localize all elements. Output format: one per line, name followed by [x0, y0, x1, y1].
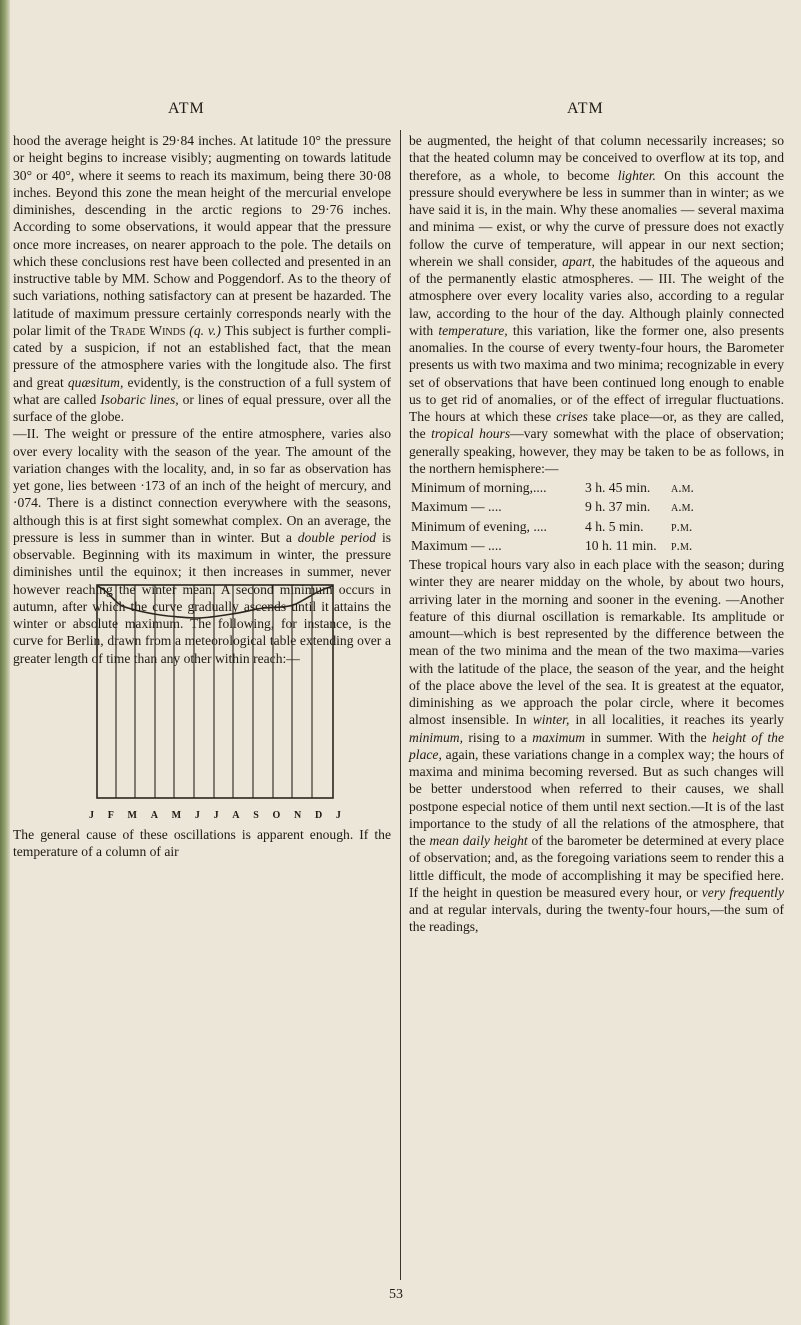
pressure-curve-line	[97, 586, 333, 618]
table-row	[411, 537, 694, 554]
month-label: J	[194, 810, 200, 821]
table-cell: a.m.	[671, 480, 694, 495]
minimum-term: minimum,	[409, 729, 463, 745]
text-run: is observable. Beginning with its maximum in winter, the pressure diminishes until the equinox; it then increases in summer, never however reaching the winter mean. A second minimum occurs in autumn, after which the curve gradually ascends until it attains the winter or absolute maximum. The following, for instance, is the curve for Berlin, drawn from a meteorological table extending over a greater length of time than any other within reach:—	[13, 529, 392, 666]
month-label: D	[314, 810, 323, 821]
text-run: These tropical hours vary also in each place with the season; during winter they are nearer midday on the whole, by about two hours, arriving later in the morning and sooner in the evening. —Another feature of this diurnal oscillation is remarkable. Its amplitude or amount—which is best represented by the difference between the mean of the two minima and the mean of the two maxima—varies with the latitude of the place, the season of the year, and the height of the place above the level of the sea. It is greatest at the equator, diminishing as we approach the polar circle, where it becomes almost insensible. In	[409, 557, 784, 728]
text-run: in all localities, it reaches its yearly	[575, 712, 784, 728]
text-run: —II. The weight or pressure of the entire atmosphere, varies also over every locality with the season of the year. The amount of the variation changes with the locality, and, in so far as observation has yet gone, lies between ·173 of an inch of the height of mercury, and ·074. There is a distinct connection everywhere with the seasons, although this is at first sight somewhat complex. On an average, the pressure is less in summer than in winter. But a	[13, 426, 391, 545]
text-run: evidently, is the construction of a full system of what are called	[13, 374, 392, 407]
month-label: N	[294, 810, 302, 821]
table-cell: Minimum of morning,....	[411, 480, 547, 495]
month-label: M	[171, 810, 182, 821]
text-run: be augmented, the height of that column necessarily increases; so that the heated column may be conceived to overflow at its top, and therefore, as a whole, to become	[409, 133, 784, 183]
left-paragraph-1	[13, 132, 391, 425]
table-row	[411, 518, 694, 535]
table-row	[411, 498, 694, 515]
text-run: take place—or, as they are called, the	[409, 409, 785, 442]
text-run: in summer. With the	[590, 729, 707, 745]
double-period-term: double period	[297, 529, 377, 545]
right-running-head: ATM	[567, 100, 604, 117]
isobaric-term: Isobaric lines,	[100, 391, 179, 407]
table-cell: 3 h. 45 min.	[585, 480, 651, 495]
very-frequently-term: very frequently	[701, 884, 784, 900]
text-run: of the barometer be determined at every place of observation; and, as the foregoing variations seem to render this a little difficult, the mode of accomplishing it may be specified here. If the height in question be measured every hour, or	[409, 833, 784, 900]
month-label: J	[89, 810, 94, 821]
left-running-head: ATM	[168, 100, 205, 117]
right-paragraph-1	[409, 132, 784, 477]
table-cell: Maximum — ....	[411, 537, 502, 553]
mean-daily-height-term: mean daily height	[429, 833, 528, 848]
table-row	[411, 479, 694, 496]
column-divider	[400, 130, 401, 1280]
temperature-term: temperature,	[438, 322, 508, 338]
figure-following-text: The general cause of these oscillations is apparent enough. If the temperature of a column of air	[13, 827, 391, 860]
right-paragraph-2	[409, 556, 784, 936]
table-cell: p.m.	[671, 537, 693, 553]
month-label: A	[150, 810, 158, 821]
table-cell: Minimum of evening, ....	[411, 518, 547, 534]
month-label: J	[213, 810, 219, 821]
month-label: J	[335, 810, 341, 821]
page-binding-edge	[0, 0, 10, 1325]
month-label: F	[107, 810, 114, 821]
month-label: O	[272, 810, 281, 821]
table-cell: 9 h. 37 min.	[585, 499, 651, 515]
text-run: rising to a	[468, 729, 527, 745]
tropical-hours-term: tropical hours	[431, 426, 511, 442]
berlin-pressure-curve	[96, 584, 334, 799]
text-run: —vary somewhat with the place of observation; generally speaking, however, they may be taken to be as follows, in the northern hemisphere:—	[409, 426, 784, 476]
tropical-hours-table	[409, 477, 696, 556]
trade-winds-ref: Trade Winds	[110, 322, 186, 338]
right-column	[409, 132, 784, 936]
table-cell: p.m.	[671, 518, 693, 534]
height-of-place-term: height of the place,	[409, 729, 785, 762]
page-number: 53	[389, 1287, 403, 1302]
month-label: S	[253, 810, 259, 821]
winter-term: winter,	[532, 712, 570, 728]
text-run: the habitudes of the aqueous and of the permanently elastic atmospheres. — III. The weight of the atmosphere over every locality varies also, according to a regular law, according to the hour of the day. Although plainly connected with	[409, 253, 784, 338]
apart-term: apart,	[562, 253, 595, 269]
cross-ref: (q. v.)	[189, 322, 221, 338]
text-run: this variation, like the former one, also presents anomalies. In the course of every twenty-four hours, the Barometer presents us with two maxima and two minima; recognizable in every set of observations that have been continued long enough to enable us to get rid of anomalies, or of the effect of irregular fluctuations. The hours at which these	[409, 322, 784, 424]
table-cell: 4 h. 5 min.	[585, 518, 644, 534]
table-cell: 10 h. 11 min.	[585, 537, 657, 553]
table-cell: a.m.	[671, 499, 694, 515]
text-run: or lines of equal pressure, over all the surface of the globe.	[13, 391, 391, 424]
text-run: On this account the pressure should everywhere be less in summer than in winter; as we have said it is, in the main. Why these anomalies — several maxima and minima — exist, or why the curve of pressure does not exactly follow the curve of temperature, will appear in our next section; wherein we shall consider,	[409, 167, 785, 269]
table-cell: Maximum — ....	[411, 499, 502, 515]
lighter-term: lighter.	[617, 167, 656, 183]
month-axis-labels	[89, 810, 341, 821]
text-run: and at regular intervals, during the twenty-four hours,—the sum of the readings,	[409, 902, 784, 935]
quaesitum-term: quæsitum,	[67, 374, 124, 390]
month-label: M	[127, 810, 137, 821]
text-run: hood the average height is 29·84 inches. At latitude 10° the pressure or height begins to increase visibly; augmenting on towards latitude 30° or 40°, where it seems to reach its maximum, being there 30·08 inches. Beyond this zone the mean height of the mercurial envelope diminishes, descending in the arctic regions to 29·76 inches. According to some observations, it would appear that the pressure once more increases, on nearer approach to the pole. The details on which these conclusions rest have been collected and presented in an instructive table by MM. Schow and Poggendorf. As to the theory of such variations, nothing satisfactory can at present be hazarded. The latitude of maximum pressure certainly corresponds nearly with the polar limit of the	[13, 133, 391, 338]
crises-term: crises	[556, 409, 588, 424]
text-run: again, these variations change in a complex way; the hours of maxima and minima becoming reversed. But as such changes will be better understood when referred to their causes, we shall postpone especial notice of them until next section.—It is of the last importance to the study of all the relations of the atmosphere, that the	[409, 746, 785, 848]
maximum-term: maximum	[532, 729, 586, 745]
text-run: This subject is further complicated by a suspicion, if not an established fact, that the mean pressure of the atmosphere varies with the longitude also. The first and great	[13, 322, 392, 390]
month-label: A	[232, 810, 240, 821]
